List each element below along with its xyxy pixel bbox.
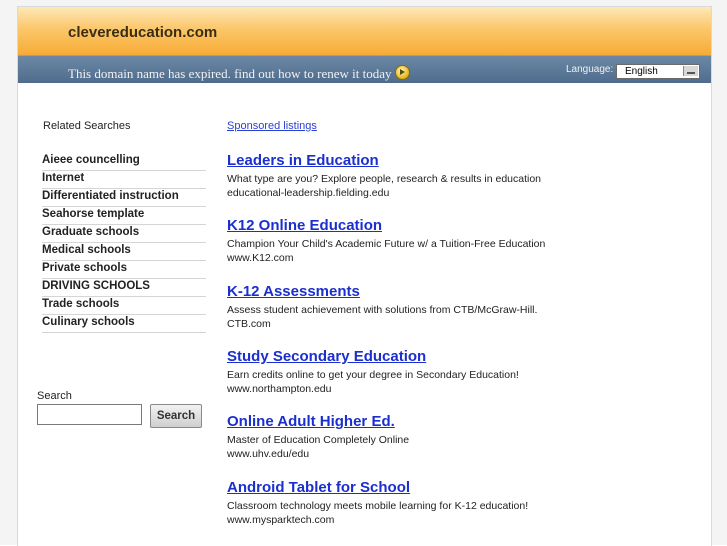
listing-title-link[interactable]: Study Secondary Education xyxy=(227,348,427,365)
listing-description: What type are you? Explore people, research & results in education xyxy=(227,173,542,185)
info-bar xyxy=(18,55,711,83)
sponsored-listing xyxy=(227,479,528,526)
search-button[interactable]: Search xyxy=(150,404,202,428)
listing-title-link[interactable]: Online Adult Higher Ed. xyxy=(227,413,395,430)
listing-description: Champion Your Child's Academic Future w/ a Tuition-Free Education xyxy=(227,238,546,250)
listing-description: Master of Education Completely Online xyxy=(227,434,410,446)
listing-url[interactable]: www.northampton.edu xyxy=(227,383,332,395)
sponsored-listing xyxy=(227,413,409,460)
listing-title-link[interactable]: K-12 Assessments xyxy=(227,283,360,300)
dropdown-arrow-icon[interactable] xyxy=(683,66,698,76)
related-search-item[interactable]: Differentiated instruction xyxy=(42,189,206,207)
listing-description: Classroom technology meets mobile learning for K-12 education! xyxy=(227,500,529,512)
sponsored-listing xyxy=(227,217,545,264)
language-label: Language: xyxy=(566,64,614,75)
expired-notice-text: This domain name has expired. find out how to renew it today xyxy=(68,66,392,81)
related-search-item[interactable]: Graduate schools xyxy=(42,225,206,243)
related-search-item[interactable]: Medical schools xyxy=(42,243,206,261)
listing-url[interactable]: educational-leadership.fielding.edu xyxy=(227,187,390,199)
sponsored-listings-link[interactable]: Sponsored listings xyxy=(227,120,317,132)
listing-url[interactable]: www.mysparktech.com xyxy=(227,514,335,526)
related-search-item[interactable]: Culinary schools xyxy=(42,315,206,333)
listing-title-link[interactable]: Leaders in Education xyxy=(227,152,379,169)
listing-url[interactable]: www.K12.com xyxy=(227,252,294,264)
related-search-item[interactable]: Aieee councelling xyxy=(42,152,206,171)
language-selected-value: English xyxy=(625,66,658,77)
related-searches-title: Related Searches xyxy=(43,120,131,132)
listing-title-link[interactable]: Android Tablet for School xyxy=(227,479,411,496)
related-search-item[interactable]: DRIVING SCHOOLS xyxy=(42,279,206,297)
expired-notice-link[interactable] xyxy=(68,65,410,82)
sponsored-listing xyxy=(227,283,537,330)
listing-url[interactable]: www.uhv.edu/edu xyxy=(227,448,310,460)
sponsored-listing xyxy=(227,348,519,395)
arrow-right-circle-icon[interactable] xyxy=(395,65,410,80)
listing-title-link[interactable]: K12 Online Education xyxy=(227,217,383,234)
search-input[interactable] xyxy=(37,404,142,425)
listing-url[interactable]: CTB.com xyxy=(227,318,271,330)
related-search-item[interactable]: Internet xyxy=(42,171,206,189)
related-searches-list xyxy=(42,152,206,333)
listing-description: Assess student achievement with solutions from CTB/McGraw-Hill. xyxy=(227,304,538,316)
sponsored-listing xyxy=(227,152,541,199)
related-search-item[interactable]: Seahorse template xyxy=(42,207,206,225)
site-header xyxy=(18,7,711,55)
related-search-item[interactable]: Private schools xyxy=(42,261,206,279)
domain-title: clevereducation.com xyxy=(68,24,218,41)
related-search-item[interactable]: Trade schools xyxy=(42,297,206,315)
search-label: Search xyxy=(37,390,72,402)
language-select[interactable] xyxy=(616,64,700,79)
listing-description: Earn credits online to get your degree in Secondary Education! xyxy=(227,369,519,381)
